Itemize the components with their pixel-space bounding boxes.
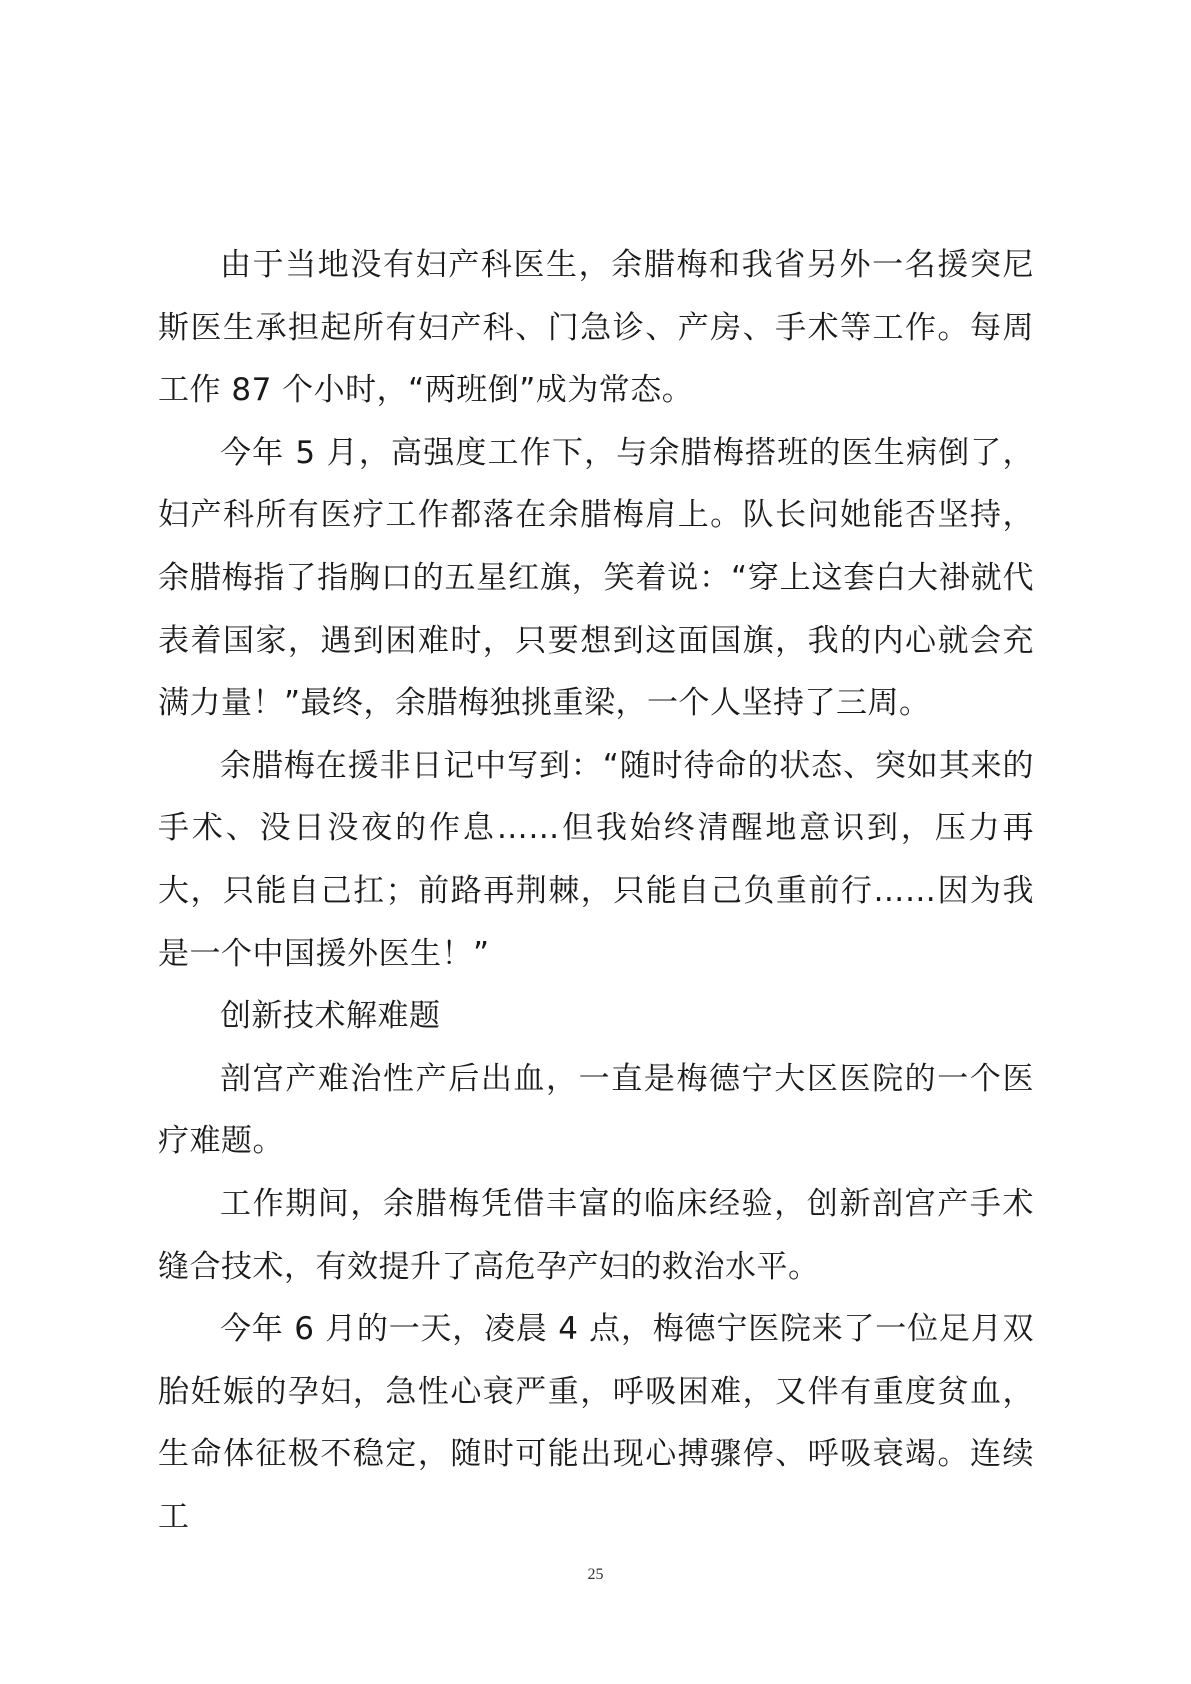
paragraph-6: 今年 6 月的一天，凌晨 4 点，梅德宁医院来了一位足月双胎妊娠的孕妇，急性心衰严重，呼吸困难，又伴有重度贫血，生命体征极不稳定，随时可能出现心搏骤停、呼吸衰竭。连续工 (158, 1311, 1034, 1535)
paragraph-1: 由于当地没有妇产科医生，余腊梅和我省另外一名援突尼斯医生承担起所有妇产科、门急诊、产房、手术等工作。每周工作 87 个小时，“两班倒”成为常态。 (158, 247, 1034, 409)
page-number: 25 (587, 1566, 604, 1583)
paragraph-2: 今年 5 月，高强度工作下，与余腊梅搭班的医生病倒了，妇产科所有医疗工作都落在余腊梅肩上。队长问她能否坚持，余腊梅指了指胸口的五星红旗，笑着说：“穿上这套白大褂就代表着国家，遇到困难时，只要想到这面国旗，我的内心就会充满力量！”最终，余腊梅独挑重梁，一个人坚持了三周。 (158, 434, 1034, 722)
paragraph-3: 余腊梅在援非日记中写到：“随时待命的状态、突如其来的手术、没日没夜的作息……但我始终清醒地意识到，压力再大，只能自己扛；前路再荆棘，只能自己负重前行……因为我是一个中国援外医生！” (158, 747, 1034, 972)
paragraph-5: 工作期间，余腊梅凭借丰富的临床经验，创新剖宫产手术缝合技术，有效提升了高危孕产妇的救治水平。 (158, 1185, 1034, 1285)
paragraph-4: 剖宫产难治性产后出血，一直是梅德宁大区医院的一个医疗难题。 (158, 1060, 1034, 1160)
article-body (158, 234, 1034, 1548)
section-subheading: 创新技术解难题 (220, 998, 441, 1035)
